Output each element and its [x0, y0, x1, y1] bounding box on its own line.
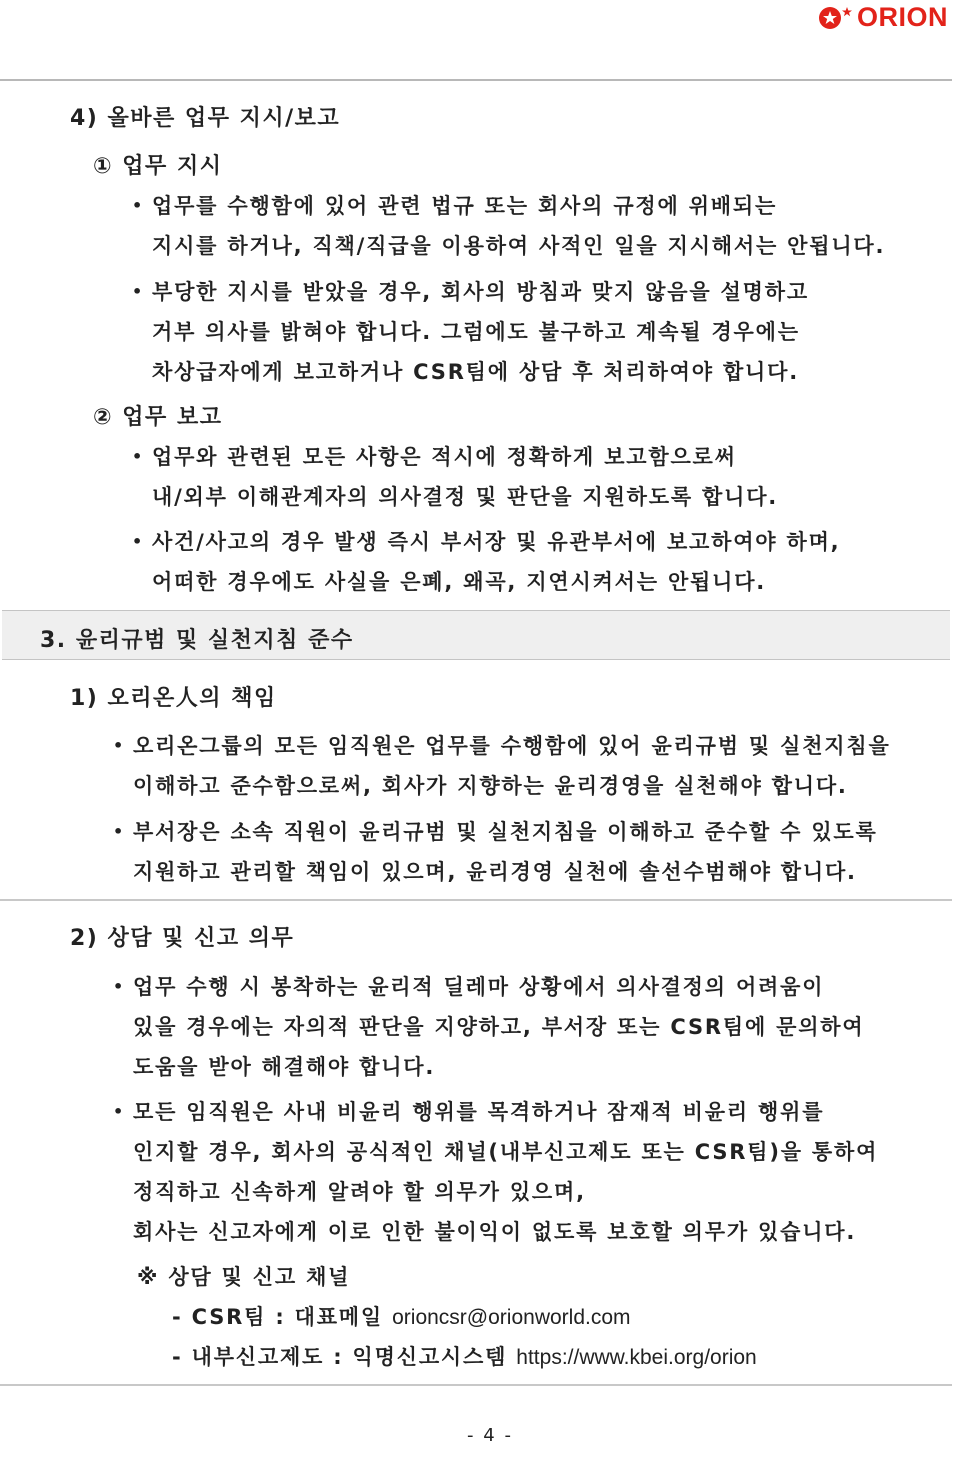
- body-line: 인지할 경우, 회사의 공식적인 채널(내부신고제도 또는 CSR팀)을 통하여: [133, 1140, 879, 1164]
- channel-csr-label: - CSR팀 : 대표메일: [172, 1305, 383, 1329]
- body-line: 모든 임직원은 사내 비윤리 행위를 목격하거나 잠재적 비윤리 행위를: [133, 1100, 825, 1124]
- bullet-dot: •: [132, 282, 143, 301]
- body-line: 어떠한 경우에도 사실을 은폐, 왜곡, 지연시켜서는 안됩니다.: [152, 570, 767, 594]
- bullet-dot: •: [132, 532, 143, 551]
- body-line: 지시를 하거나, 직책/직급을 이용하여 사적인 일을 지시해서는 안됩니다.: [152, 234, 886, 258]
- body-line: 정직하고 신속하게 알려야 할 의무가 있으며,: [133, 1180, 586, 1204]
- body-line: 부서장은 소속 직원이 윤리규범 및 실천지침을 이해하고 준수할 수 있도록: [133, 820, 878, 844]
- body-line: 오리온그룹의 모든 임직원은 업무를 수행함에 있어 윤리규범 및 실천지침을: [133, 734, 891, 758]
- subsection-heading-report-duty: 2) 상담 및 신고 의무: [70, 926, 295, 951]
- section-header-bar: [2, 610, 950, 660]
- bullet-dot: •: [113, 822, 124, 841]
- item-heading-work-instruction: ① 업무 지시: [93, 154, 223, 179]
- star-logo-icon: [817, 4, 857, 32]
- section-divider: [0, 899, 952, 901]
- bullet-dot: •: [113, 1102, 124, 1121]
- section-title: 3. 윤리규범 및 실천지침 준수: [40, 628, 354, 653]
- body-line: 도움을 받아 해결해야 합니다.: [133, 1055, 436, 1079]
- body-line: 업무 수행 시 봉착하는 윤리적 딜레마 상황에서 의사결정의 어려움이: [133, 975, 825, 999]
- channel-csr: [172, 1301, 631, 1331]
- body-line: 거부 의사를 밝혀야 합니다. 그럼에도 불구하고 계속될 경우에는: [152, 320, 800, 344]
- body-line: 내/외부 이해관계자의 의사결정 및 판단을 지원하도록 합니다.: [152, 485, 779, 509]
- hotline-url-link[interactable]: https://www.kbei.org/orion: [516, 1346, 757, 1369]
- subsection-heading-work-instruction: 4) 올바른 업무 지시/보고: [70, 106, 341, 131]
- channel-note: ※ 상담 및 신고 채널: [137, 1265, 351, 1289]
- body-line: 지원하고 관리할 책임이 있으며, 윤리경영 실천에 솔선수범해야 합니다.: [133, 860, 857, 884]
- channel-hotline: [172, 1341, 757, 1371]
- bullet-dot: •: [132, 447, 143, 466]
- channel-hotline-label: - 내부신고제도 : 익명신고시스템: [172, 1345, 508, 1369]
- body-line: 사건/사고의 경우 발생 즉시 부서장 및 유관부서에 보고하여야 하며,: [152, 530, 841, 554]
- body-line: 업무와 관련된 모든 사항은 적시에 정확하게 보고함으로써: [152, 445, 737, 469]
- bullet-dot: •: [113, 977, 124, 996]
- bullet-dot: •: [113, 736, 124, 755]
- body-line: 부당한 지시를 받았을 경우, 회사의 방침과 맞지 않음을 설명하고: [152, 280, 809, 304]
- csr-email-link[interactable]: orioncsr@orionworld.com: [392, 1306, 631, 1329]
- orion-logo: [817, 2, 948, 33]
- bullet-dot: •: [132, 196, 143, 215]
- page-number: - 4 -: [467, 1425, 513, 1446]
- body-line: 차상급자에게 보고하거나 CSR팀에 상담 후 처리하여야 합니다.: [152, 360, 800, 384]
- body-line: 이해하고 준수함으로써, 회사가 지향하는 윤리경영을 실천해야 합니다.: [133, 774, 848, 798]
- body-line: 있을 경우에는 자의적 판단을 지양하고, 부서장 또는 CSR팀에 문의하여: [133, 1015, 865, 1039]
- bottom-divider: [0, 1384, 952, 1386]
- body-line: 회사는 신고자에게 이로 인한 불이익이 없도록 보호할 의무가 있습니다.: [133, 1220, 857, 1244]
- subsection-heading-responsibility: 1) 오리온人의 책임: [70, 686, 277, 711]
- item-heading-work-report: ② 업무 보고: [93, 405, 223, 430]
- logo-wordmark: ORION: [856, 2, 948, 32]
- body-line: 업무를 수행함에 있어 관련 법규 또는 회사의 규정에 위배되는: [152, 194, 778, 218]
- header-divider: [0, 79, 952, 81]
